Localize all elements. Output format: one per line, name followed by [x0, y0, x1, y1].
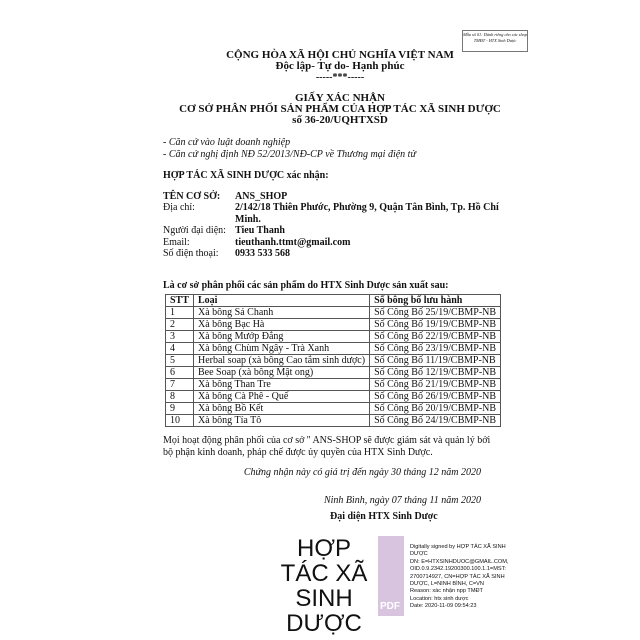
type-cell: Herbal soap (xà bông Cao tắm sinh dược) [194, 355, 370, 367]
signature-line: Location: htx sinh dược [410, 595, 469, 602]
type-cell: Xà bông Cà Phê - Quế [194, 391, 370, 403]
registration-cell: Số Công Bố 24/19/CBMP-NB [370, 415, 501, 427]
divider: -----***----- [315, 72, 365, 83]
email: tieuthanh.ttmt@gmail.com [235, 236, 351, 248]
paragraph-line1: Mọi hoạt động phân phối của cơ sở '' ANS-SHOP sẽ được giám sát và quản lý bởi [163, 435, 491, 446]
registration-cell: Số Công Bố 25/19/CBMP-NB [370, 307, 501, 319]
legal-basis-1: - Căn cứ vào luật doanh nghiệp [163, 137, 291, 148]
rep-label: Người đại diện: [163, 225, 226, 236]
type-cell: Xà bông Than Tre [194, 379, 370, 391]
pdf-logo-text: PDF [380, 601, 400, 612]
signature-line: Digitally signed by HỢP TÁC XÃ SINH [410, 544, 506, 550]
stt-cell: 10 [166, 415, 194, 427]
place-date: Ninh Bình, ngày 07 tháng 11 năm 2020 [323, 494, 481, 506]
table-row [166, 379, 501, 391]
header-type: Loại [194, 295, 370, 307]
digital-signature-info [410, 544, 508, 611]
stt-cell: 9 [166, 403, 194, 415]
products-intro: Là cơ sở phân phối các sản phẩm do HTX Sinh Dược sản xuất sau: [163, 279, 449, 291]
stt-cell: 4 [166, 343, 194, 355]
name-label: TÊN CƠ SỞ: [163, 190, 221, 202]
motto: Độc lập- Tự do- Hạnh phúc [275, 60, 405, 72]
address-label: Địa chỉ: [163, 202, 195, 213]
country-name: CỘNG HÒA XÃ HỘI CHỦ NGHĨA VIỆT NAM [226, 49, 454, 61]
pdf-logo-icon [378, 536, 404, 616]
validity: Chứng nhận này có giá trị đến ngày 30 tháng 12 năm 2020 [243, 467, 481, 478]
doc-title: GIẤY XÁC NHẬN [294, 92, 386, 104]
table-header-row [166, 295, 501, 307]
signature-block [272, 536, 508, 636]
phone: 0933 533 568 [235, 248, 290, 259]
header-stt: STT [166, 295, 194, 307]
stt-cell: 3 [166, 331, 194, 343]
signature-line: OID.0.9.2342.19200300.100.1.1=MST: [410, 566, 506, 573]
document-body [163, 137, 503, 523]
registration-cell: Số Công Bố 19/19/CBMP-NB [370, 319, 501, 331]
table-row [166, 331, 501, 343]
type-cell: Xà bông Bạc Hà [194, 319, 370, 331]
registration-cell: Số Công Bố 26/19/CBMP-NB [370, 391, 501, 403]
signature-line: 2700714927, CN=HỢP TÁC XÃ SINH [410, 573, 505, 580]
stt-cell: 7 [166, 379, 194, 391]
shop-name: ANS_SHOP [235, 190, 288, 202]
address-line1: 2/142/18 Thiên Phước, Phường 9, Quận Tân Bình, Tp. Hồ Chí [235, 202, 499, 213]
type-cell: Xà bông Bồ Kết [194, 403, 370, 415]
stt-cell: 6 [166, 367, 194, 379]
phone-label: Số điện thoại: [163, 248, 219, 259]
header-registration: Số bông bố lưu hành [370, 295, 501, 307]
signature-line: DƯỢC, L=NINH BÌNH, C=VN [410, 581, 484, 588]
table-row [166, 343, 501, 355]
type-cell: Xà bông Tía Tô [194, 415, 370, 427]
rep-name: Tieu Thanh [235, 225, 285, 236]
registration-cell: Số Công Bố 12/19/CBMP-NB [370, 367, 501, 379]
table-row [166, 355, 501, 367]
type-cell: Xà bông Chùm Ngây - Trà Xanh [194, 343, 370, 355]
stt-cell: 5 [166, 355, 194, 367]
doc-number: số 36-20/UQHTXSD [292, 114, 388, 126]
registration-cell: Số Công Bố 20/19/CBMP-NB [370, 403, 501, 415]
signature-line: Reason: xác nhận npp TMĐT [410, 588, 483, 595]
registration-cell: Số Công Bố 21/19/CBMP-NB [370, 379, 501, 391]
signature-line: Date: 2020-11-09 09:54:23 [410, 603, 477, 610]
type-cell: Bee Soap (xà bông Mật ong) [194, 367, 370, 379]
email-label: Email: [163, 236, 190, 248]
type-cell: Xà bông Mướp Đắng [194, 331, 370, 343]
signer-title: Đại diện HTX Sinh Dược [330, 511, 438, 522]
legal-basis-2: - Căn cứ nghị định NĐ 52/2013/NĐ-CP về Thương mại điện tử [163, 148, 416, 160]
signature-line: DN: E=HTXSINHDUOC@GMAIL.COM, [410, 558, 509, 565]
stt-cell: 1 [166, 307, 194, 319]
shop-info [163, 191, 503, 260]
table-row [166, 391, 501, 403]
table-row [166, 319, 501, 331]
form-note-box: Mẫu số 01: Dành riêng cho các shop TMĐT - HTX Sinh Dược [462, 30, 528, 52]
table-row [166, 415, 501, 427]
stt-cell: 2 [166, 319, 194, 331]
stt-cell: 8 [166, 391, 194, 403]
confirm-heading: HỢP TÁC XÃ SINH DƯỢC xác nhận: [163, 170, 329, 181]
registration-cell: Số Công Bố 23/19/CBMP-NB [370, 343, 501, 355]
signature-line: DƯỢC [410, 551, 428, 558]
registration-cell: Số Công Bố 11/19/CBMP-NB [370, 355, 501, 367]
paragraph-line2: bộ phận kinh doanh, pháp chế được ủy quyền của HTX Sinh Dược. [163, 446, 433, 458]
table-row [166, 307, 501, 319]
signature-name: HỢP TÁC XÃ SINH DƯỢC [280, 535, 368, 637]
table-row [166, 367, 501, 379]
table-row [166, 403, 501, 415]
doc-subtitle: CƠ SỞ PHÂN PHỐI SẢN PHẨM CỦA HỢP TÁC XÃ SINH DƯỢC [179, 103, 501, 115]
registration-cell: Số Công Bố 22/19/CBMP-NB [370, 331, 501, 343]
products-table [165, 294, 501, 427]
type-cell: Xà bông Sả Chanh [194, 307, 370, 319]
address-line2: Minh. [235, 213, 261, 225]
